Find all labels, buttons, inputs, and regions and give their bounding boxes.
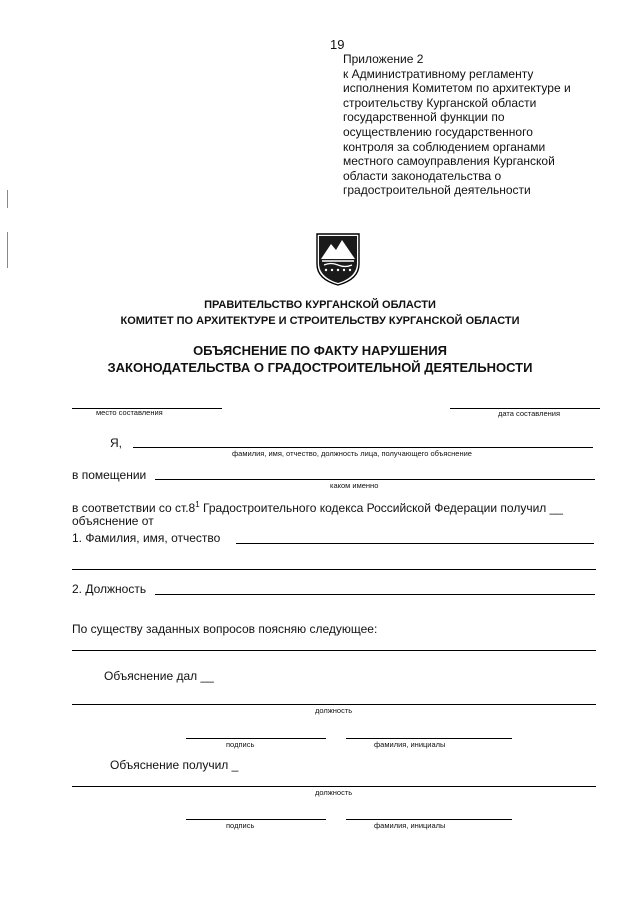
received-surname-field[interactable] — [346, 819, 512, 820]
essence-field[interactable] — [72, 650, 596, 651]
appendix-header-line: местного самоуправления Курганской — [343, 154, 555, 169]
given-position-field[interactable] — [72, 704, 596, 705]
appendix-header-line: области законодательства о — [343, 168, 502, 183]
appendix-header-line: осуществлению государственного — [343, 124, 533, 139]
margin-mark — [7, 232, 8, 268]
coat-of-arms-icon — [311, 232, 365, 286]
appendix-header-line: градостроительной деятельности — [343, 183, 531, 198]
document-title-line-2: ЗАКОНОДАТЕЛЬСТВА О ГРАДОСТРОИТЕЛЬНОЙ ДЕЯТЕЛЬНОСТИ — [107, 360, 533, 375]
position-label: 2. Должность — [72, 582, 147, 596]
ya-hint: фамилия, имя, отчество, должность лица, получающего объяснение — [232, 449, 472, 458]
given-signature-hint: подпись — [226, 740, 255, 749]
position-field[interactable] — [155, 594, 595, 595]
fio-field[interactable] — [236, 543, 594, 544]
appendix-header-line: контроля за соблюдением органами — [343, 139, 546, 154]
law-text-part-2: Градостроительного кодекса Российской Федерации получил __ — [199, 501, 563, 515]
given-position-hint: должность — [315, 706, 353, 715]
received-signature-field[interactable] — [186, 819, 326, 820]
organization-line-1: ПРАВИТЕЛЬСТВО КУРГАНСКОЙ ОБЛАСТИ — [204, 299, 436, 311]
ya-label: Я, — [110, 436, 122, 450]
appendix-header-line: Приложение 2 — [343, 52, 424, 66]
appendix-header — [343, 52, 613, 198]
fio-field-continuation[interactable] — [72, 569, 596, 570]
appendix-header-line: государственной функции по — [343, 110, 505, 125]
law-text-line-1 — [72, 500, 563, 515]
organization-line-2: КОМИТЕТ ПО АРХИТЕКТУРЕ И СТРОИТЕЛЬСТВУ КУРГАНСКОЙ ОБЛАСТИ — [120, 315, 520, 327]
appendix-header-line: к Административному регламенту — [343, 66, 534, 81]
room-label: в помещении — [72, 468, 147, 482]
received-signature-hint: подпись — [226, 821, 255, 830]
margin-mark — [7, 190, 8, 208]
received-surname-hint: фамилия, инициалы — [374, 821, 446, 830]
page-number: 19 — [330, 37, 345, 52]
received-position-hint: должность — [315, 788, 353, 797]
received-position-field[interactable] — [72, 786, 596, 787]
given-label: Объяснение дал __ — [104, 669, 214, 683]
law-text-sup: 1 — [195, 500, 200, 509]
ya-field[interactable] — [133, 447, 593, 448]
date-hint: дата составления — [498, 409, 561, 418]
appendix-header-line: строительству Курганской области — [343, 95, 537, 110]
document-title-line-1: ОБЪЯСНЕНИЕ ПО ФАКТУ НАРУШЕНИЯ — [193, 343, 447, 358]
law-text-part-1: в соответствии со ст.8 — [72, 501, 196, 515]
received-label: Объяснение получил _ — [110, 758, 239, 772]
given-surname-field[interactable] — [346, 738, 512, 739]
law-text-line-2: объяснение от — [72, 514, 154, 528]
given-surname-hint: фамилия, инициалы — [374, 740, 446, 749]
room-hint: каком именно — [330, 481, 379, 490]
fio-label: 1. Фамилия, имя, отчество — [72, 531, 221, 545]
essence-label: По существу заданных вопросов поясняю следующее: — [72, 622, 378, 636]
place-hint: место составления — [96, 408, 163, 417]
room-field[interactable] — [155, 479, 595, 480]
given-signature-field[interactable] — [186, 738, 326, 739]
appendix-header-line: исполнения Комитетом по архитектуре и — [343, 81, 571, 96]
